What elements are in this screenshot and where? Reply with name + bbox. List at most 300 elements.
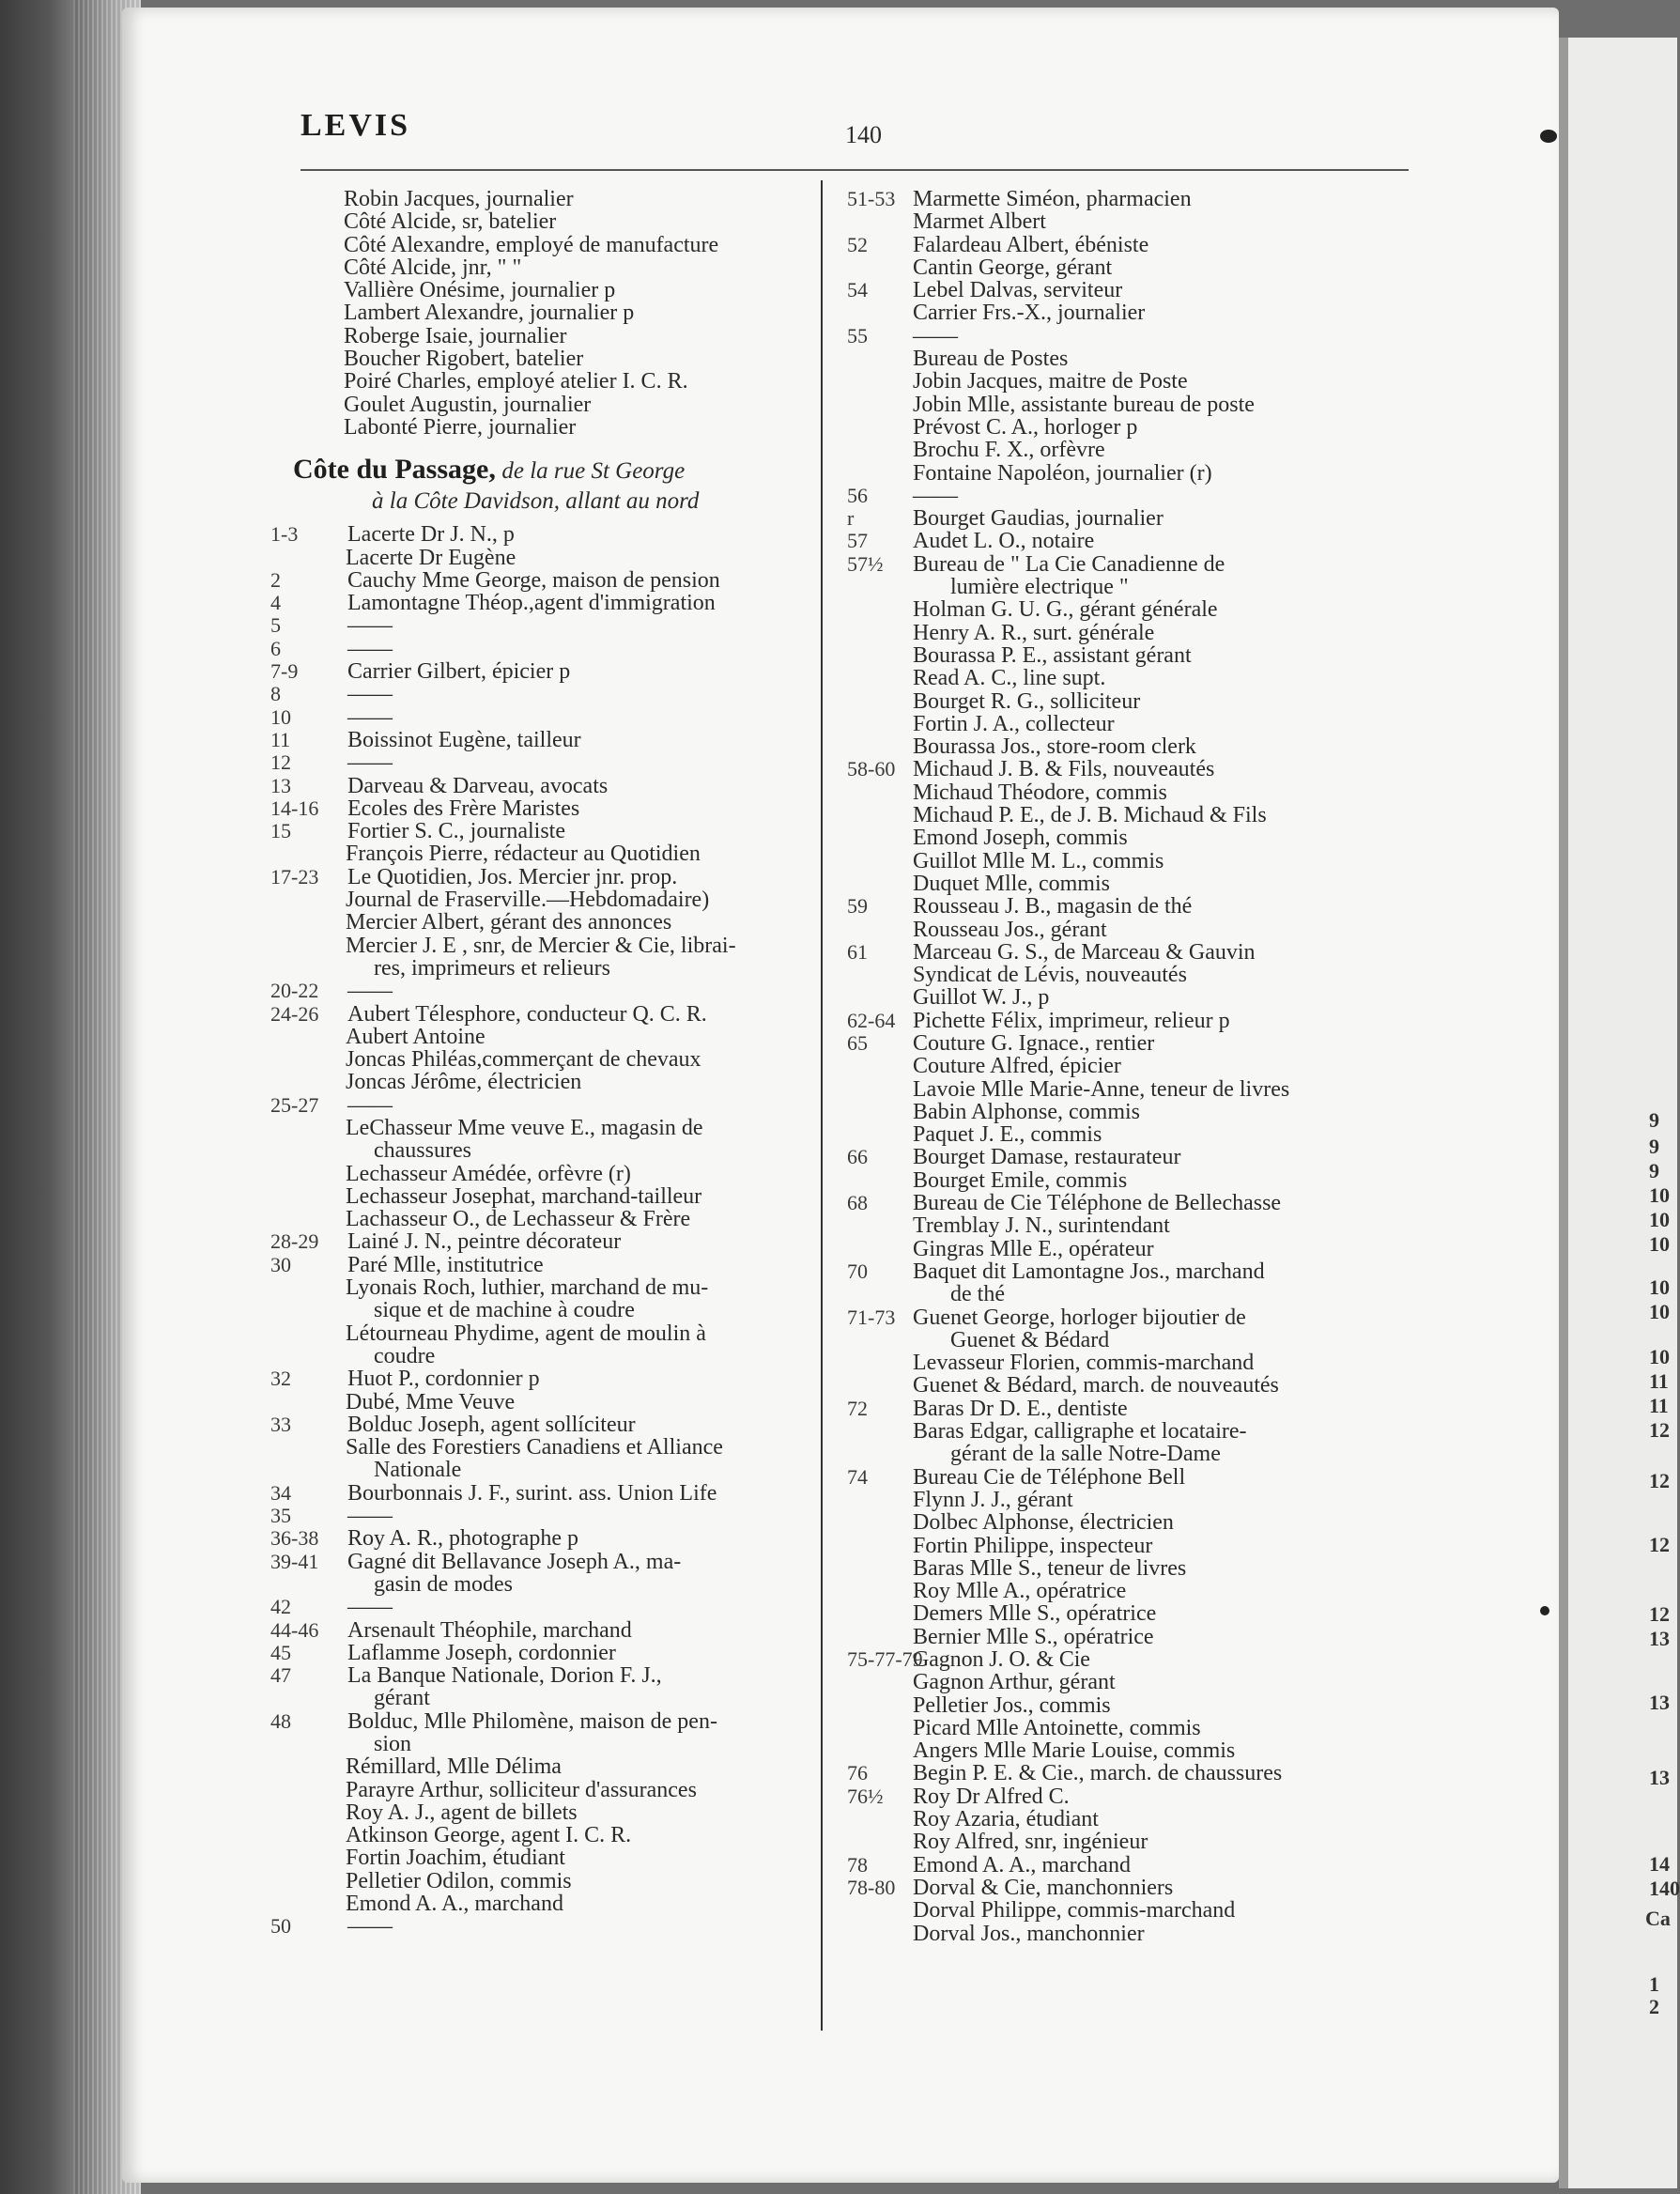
resident-name: Holman G. U. G., gérant générale (913, 597, 1218, 623)
house-number: 58-60 (847, 757, 896, 781)
directory-entry (270, 820, 845, 842)
house-number: 78 (847, 1852, 868, 1877)
adjacent-page-fragment: 12 (1649, 1469, 1670, 1492)
directory-entry (270, 1276, 845, 1299)
directory-entry (270, 1846, 845, 1869)
directory-entry (270, 547, 845, 569)
directory-entry (270, 1391, 845, 1414)
directory-entry (270, 1733, 845, 1755)
adjacent-page-fragment: 140 (1649, 1877, 1680, 1900)
house-number: 36-38 (270, 1526, 319, 1551)
resident-name: Lebel Dalvas, serviteur (913, 278, 1123, 303)
resident-name: Roy Dr Alfred C. (913, 1784, 1070, 1809)
resident-name: Babin Alphonse, commis (913, 1099, 1140, 1124)
resident-name: Lachasseur O., de Lechasseur & Frère (346, 1207, 691, 1232)
directory-entry (270, 1139, 845, 1162)
resident-name: Bernier Mlle S., opératrice (913, 1624, 1154, 1649)
directory-entry (270, 1185, 845, 1208)
directory-entry (270, 592, 845, 614)
house-number: 17-23 (270, 864, 319, 888)
resident-name: Henry A. R., surt. générale (913, 620, 1155, 645)
resident-name: Cantin George, gérant (913, 255, 1113, 280)
resident-name: Falardeau Albert, ébéniste (913, 232, 1149, 257)
resident-name: Levasseur Florien, commis-marchand (913, 1351, 1255, 1376)
resident-name: gérant de la salle Notre-Dame (950, 1442, 1221, 1467)
house-number: 11 (270, 727, 291, 751)
house-number: 56 (847, 483, 868, 507)
directory-entry (270, 1071, 845, 1093)
house-number: 78-80 (847, 1875, 896, 1899)
resident-name: Dubé, Mme Veuve (346, 1389, 516, 1414)
adjacent-page-fragment: 12 (1649, 1418, 1670, 1442)
directory-entry (270, 888, 845, 911)
resident-name: Bourget Gaudias, journalier (913, 506, 1164, 532)
directory-entry (847, 256, 1410, 279)
resident-name: Roberge Isaie, journalier (344, 323, 567, 348)
house-number: 48 (270, 1708, 291, 1733)
resident-name: Guenet George, horloger bijoutier de (913, 1305, 1246, 1330)
directory-entry (270, 1208, 845, 1230)
house-number: 7-9 (270, 659, 299, 684)
directory-entry (847, 1352, 1410, 1374)
house-number: 71-73 (847, 1305, 896, 1329)
resident-name: Huot P., cordonnier p (347, 1367, 540, 1392)
resident-name: Pelletier Odilon, commis (346, 1868, 572, 1893)
resident-name: Lechasseur Amédée, orfèvre (r) (346, 1161, 631, 1186)
running-head: LEVIS (301, 108, 411, 143)
directory-entry (270, 1163, 845, 1185)
resident-name: —— (347, 613, 393, 639)
house-number: 65 (847, 1030, 868, 1055)
directory-entry (847, 1854, 1410, 1877)
directory-entry (270, 523, 845, 546)
directory-entry (270, 1710, 845, 1733)
house-number: 1-3 (270, 522, 299, 547)
directory-entry (847, 1808, 1410, 1831)
adjacent-page-fragment: 9 (1649, 1108, 1659, 1132)
address-list-left (270, 523, 845, 1938)
directory-entry (270, 1551, 845, 1573)
directory-entry (847, 1671, 1410, 1693)
resident-name: Côté Alcide, sr, batelier (344, 209, 557, 235)
resident-name: La Banque Nationale, Dorion F. J., (347, 1663, 662, 1689)
resident-name: Mercier Albert, gérant des annonces (346, 910, 672, 935)
house-number: 70 (847, 1259, 868, 1283)
resident-name: Cauchy Mme George, maison de pension (347, 567, 720, 593)
resident-name: Mercier J. E , snr, de Mercier & Cie, librai- (346, 933, 736, 958)
directory-entry (270, 683, 845, 705)
resident-name: Dorval Jos., manchonnier (913, 1921, 1145, 1946)
directory-entry (270, 706, 845, 729)
resident-name: Côté Alexandre, employé de manufacture (344, 232, 719, 257)
house-number: 39-41 (270, 1549, 319, 1573)
house-number: 57 (847, 529, 868, 553)
directory-entry (847, 507, 1410, 530)
resident-name: Baras Dr D. E., dentiste (913, 1396, 1128, 1421)
resident-name: Brochu F. X., orfèvre (913, 438, 1105, 463)
directory-entry (847, 1443, 1410, 1465)
directory-entry (847, 348, 1410, 370)
directory-entry (847, 1717, 1410, 1739)
directory-entry (270, 1436, 845, 1459)
directory-entry (847, 873, 1410, 895)
resident-name: Journal de Fraserville.—Hebdomadaire) (346, 888, 710, 913)
resident-name: Bourassa Jos., store-room clerk (913, 734, 1196, 760)
directory-entry (847, 553, 1410, 576)
resident-name: Emond Joseph, commis (913, 826, 1128, 851)
directory-entry (270, 1414, 845, 1436)
resident-name: Roy Alfred, snr, ingénieur (913, 1830, 1148, 1855)
directory-entry (270, 301, 845, 324)
resident-name: Jobin Jacques, maitre de Poste (913, 369, 1188, 394)
directory-entry (847, 576, 1410, 598)
directory-entry (847, 1602, 1410, 1625)
directory-entry (270, 210, 845, 233)
directory-entry (270, 1117, 845, 1139)
resident-name: Baras Edgar, calligraphe et locataire- (913, 1419, 1247, 1445)
directory-entry (847, 279, 1410, 301)
resident-name: Prévost C. A., horloger p (913, 414, 1138, 440)
resident-name: Lacerte Dr Eugène (346, 545, 516, 570)
directory-entry (847, 895, 1410, 918)
resident-name: —— (347, 704, 393, 730)
right-column (847, 188, 1410, 1945)
house-number: 72 (847, 1396, 868, 1420)
resident-name: —— (913, 483, 958, 508)
directory-entry (270, 638, 845, 660)
directory-entry (847, 1511, 1410, 1534)
adjacent-page-fragment: 1 (1649, 1972, 1659, 1996)
resident-name: Baquet dit Lamontagne Jos., marchand (913, 1259, 1265, 1284)
house-number: 54 (847, 278, 868, 302)
resident-name: Lavoie Mlle Marie-Anne, teneur de livres (913, 1076, 1290, 1102)
directory-entry (270, 1619, 845, 1642)
directory-entry (270, 1505, 845, 1527)
directory-entry (270, 957, 845, 980)
directory-entry (847, 1762, 1410, 1785)
directory-entry (847, 1831, 1410, 1853)
directory-entry (847, 416, 1410, 439)
directory-entry (847, 485, 1410, 507)
ink-mark (1540, 1606, 1549, 1615)
directory-entry (270, 1003, 845, 1026)
house-number: 4 (270, 591, 281, 615)
house-number: 57½ (847, 551, 884, 576)
resident-name: Bourget Emile, commis (913, 1167, 1128, 1193)
resident-name: Flynn J. J., gérant (913, 1487, 1073, 1512)
directory-entry (270, 866, 845, 888)
house-number: 5 (270, 613, 281, 638)
resident-name: Le Quotidien, Jos. Mercier jnr. prop. (347, 864, 678, 889)
adjacent-page-fragment: Ca (1645, 1907, 1671, 1930)
directory-entry (270, 1755, 845, 1778)
resident-name: Boissinot Eugène, tailleur (347, 727, 581, 752)
resident-name: sion (374, 1732, 412, 1756)
adjacent-page-fragment: 13 (1649, 1691, 1670, 1714)
resident-name: Bureau Cie de Téléphone Bell (913, 1464, 1186, 1490)
continued-entries (270, 188, 845, 439)
adjacent-page-fragment: 9 (1649, 1135, 1659, 1158)
street-description: de la rue St George (501, 458, 686, 485)
directory-entry (847, 1489, 1410, 1511)
resident-name: Atkinson George, agent I. C. R. (346, 1823, 632, 1848)
adjacent-page-fragment: 10 (1649, 1300, 1670, 1323)
house-number: 52 (847, 232, 868, 256)
resident-name: Paquet J. E., commis (913, 1122, 1102, 1148)
directory-entry (847, 1192, 1410, 1214)
resident-name: Dorval & Cie, manchonniers (913, 1875, 1174, 1900)
directory-entry (847, 1214, 1410, 1237)
page-header (178, 108, 1409, 164)
resident-name: Poiré Charles, employé atelier I. C. R. (344, 369, 688, 394)
house-number: 8 (270, 682, 281, 706)
resident-name: Nationale (374, 1458, 462, 1483)
directory-entry (270, 1026, 845, 1048)
resident-name: Couture G. Ignace., rentier (913, 1030, 1155, 1056)
directory-entry (270, 256, 845, 279)
adjacent-page-fragment: 9 (1649, 1159, 1659, 1182)
directory-entry (847, 1557, 1410, 1580)
house-number: 42 (270, 1595, 291, 1619)
resident-name: Couture Alfred, épicier (913, 1054, 1121, 1079)
house-number: 44-46 (270, 1617, 319, 1642)
directory-entry (270, 797, 845, 820)
resident-name: —— (347, 682, 393, 707)
resident-name: Fortin Joachim, étudiant (346, 1846, 565, 1871)
resident-name: Audet L. O., notaire (913, 529, 1095, 554)
house-number: 62-64 (847, 1008, 896, 1032)
directory-entry (270, 1687, 845, 1709)
directory-entry (847, 1032, 1410, 1055)
ink-mark (1540, 130, 1557, 143)
resident-name: Michaud J. B. & Fils, nouveautés (913, 757, 1215, 782)
house-number: 51-53 (847, 187, 896, 210)
house-number: 76½ (847, 1784, 884, 1808)
resident-name: Fortin J. A., collecteur (913, 711, 1115, 736)
resident-name: Vallière Onésime, journalier p (344, 278, 616, 303)
resident-name: Emond A. A., marchand (346, 1892, 563, 1917)
house-number: 6 (270, 636, 281, 660)
resident-name: Bourget Damase, restaurateur (913, 1145, 1181, 1170)
resident-name: Gagné dit Bellavance Joseph A., ma- (347, 1549, 682, 1574)
directory-entry (270, 325, 845, 348)
directory-entry (270, 842, 845, 865)
directory-entry (270, 394, 845, 416)
directory-entry (847, 1694, 1410, 1717)
directory-entry (847, 394, 1410, 416)
resident-name: Lamontagne Théop.,agent d'immigration (347, 591, 716, 616)
resident-name: sique et de machine à coudre (374, 1298, 635, 1323)
directory-entry (270, 1893, 845, 1915)
directory-entry (847, 827, 1410, 849)
directory-entry (847, 462, 1410, 485)
directory-entry (847, 644, 1410, 667)
house-number: 10 (270, 704, 291, 729)
resident-name: Lainé J. N., peintre décorateur (347, 1229, 622, 1255)
resident-name: —— (347, 1504, 393, 1529)
house-number: 47 (270, 1663, 291, 1688)
resident-name: Guenet & Bédard, march. de nouveautés (913, 1373, 1279, 1398)
house-number: 61 (847, 939, 868, 964)
adjacent-page-fragment: 10 (1649, 1345, 1670, 1368)
resident-name: Joncas Jérôme, électricien (346, 1070, 582, 1095)
directory-entry (270, 1915, 845, 1938)
resident-name: Lechasseur Josephat, marchand-tailleur (346, 1183, 702, 1209)
directory-entry (270, 935, 845, 957)
resident-name: Bolduc Joseph, agent sollíciteur (347, 1412, 636, 1437)
resident-name: Marmet Albert (913, 209, 1046, 235)
directory-entry (270, 1870, 845, 1893)
resident-name: gérant (374, 1686, 430, 1711)
house-number: r (847, 506, 855, 531)
directory-entry (847, 234, 1410, 256)
house-number: 68 (847, 1191, 868, 1215)
resident-name: Carrier Frs.-X., journalier (913, 301, 1146, 326)
resident-name: Roy Mlle A., opératrice (913, 1579, 1127, 1604)
left-column (270, 188, 845, 1939)
page-number: 140 (845, 121, 882, 148)
directory-entry (847, 758, 1410, 780)
resident-name: Roy A. R., photographe p (347, 1526, 578, 1552)
adjacent-page-edge (1559, 38, 1680, 2188)
directory-entry (270, 234, 845, 256)
address-list-right (847, 188, 1410, 1945)
resident-name: Angers Mlle Marie Louise, commis (913, 1738, 1236, 1764)
directory-entry (847, 598, 1410, 621)
resident-name: —— (347, 636, 393, 661)
directory-entry (847, 667, 1410, 689)
resident-name: Michaud Théodore, commis (913, 780, 1167, 805)
directory-entry (270, 1596, 845, 1618)
resident-name: Aubert Télesphore, conducteur Q. C. R. (347, 1001, 707, 1027)
directory-entry (270, 1094, 845, 1117)
resident-name: Gagnon Arthur, gérant (913, 1670, 1116, 1695)
directory-entry (847, 1398, 1410, 1420)
resident-name: —— (913, 323, 958, 348)
directory-entry (847, 188, 1410, 210)
resident-name: Aubert Antoine (346, 1024, 486, 1049)
directory-entry (270, 911, 845, 934)
resident-name: Goulet Augustin, journalier (344, 392, 592, 417)
directory-entry (270, 1345, 845, 1367)
directory-entry (847, 1329, 1410, 1352)
directory-entry (270, 1048, 845, 1071)
directory-entry (270, 1573, 845, 1596)
house-number: 20-22 (270, 979, 319, 1003)
house-number: 45 (270, 1640, 291, 1664)
directory-entry (847, 1739, 1410, 1762)
resident-name: Marceau G. S., de Marceau & Gauvin (913, 939, 1256, 965)
directory-entry (847, 804, 1410, 827)
resident-name: Jobin Mlle, assistante bureau de poste (913, 392, 1255, 417)
resident-name: Bureau de Postes (913, 347, 1069, 372)
directory-entry (847, 1648, 1410, 1671)
resident-name: Labonté Pierre, journalier (344, 414, 577, 440)
directory-entry (847, 850, 1410, 873)
directory-entry (270, 188, 845, 210)
resident-name: Pelletier Jos., commis (913, 1692, 1111, 1718)
resident-name: Emond A. A., marchand (913, 1852, 1131, 1877)
house-number: 33 (270, 1412, 291, 1436)
directory-entry (270, 279, 845, 301)
directory-entry (270, 1801, 845, 1824)
directory-entry (847, 301, 1410, 324)
directory-entry (847, 1899, 1410, 1922)
resident-name: Bureau de Cie Téléphone de Bellechasse (913, 1191, 1282, 1216)
directory-entry (270, 1779, 845, 1801)
house-number: 25-27 (270, 1092, 319, 1117)
resident-name: Parayre Arthur, solliciteur d'assurances (346, 1777, 697, 1802)
resident-name: —— (347, 979, 393, 1004)
directory-entry (270, 569, 845, 592)
resident-name: Bolduc, Mlle Philomène, maison de pen- (347, 1708, 717, 1734)
house-number: 15 (270, 819, 291, 843)
resident-name: Gingras Mlle E., opérateur (913, 1236, 1154, 1261)
header-rule (301, 169, 1409, 171)
directory-entry (270, 1664, 845, 1687)
directory-entry (270, 775, 845, 797)
directory-entry (847, 1283, 1410, 1306)
resident-name: Ecoles des Frère Maristes (347, 796, 580, 821)
directory-entry (847, 1785, 1410, 1808)
adjacent-page-fragment: 11 (1649, 1369, 1669, 1393)
resident-name: Robin Jacques, journalier (344, 187, 574, 211)
resident-name: Paré Mlle, institutrice (347, 1252, 544, 1277)
resident-name: Baras Mlle S., teneur de livres (913, 1555, 1187, 1581)
directory-entry (270, 1322, 845, 1345)
adjacent-page-fragment: 13 (1649, 1627, 1670, 1650)
resident-name: Dorval Philippe, commis-marchand (913, 1898, 1236, 1924)
resident-name: Duquet Mlle, commis (913, 871, 1110, 896)
directory-entry (270, 1459, 845, 1481)
directory-entry (270, 660, 845, 683)
directory-entry (270, 348, 845, 370)
directory-entry (847, 1010, 1410, 1032)
resident-name: gasin de modes (374, 1571, 513, 1597)
house-number: 50 (270, 1914, 291, 1939)
resident-name: Bourget R. G., solliciteur (913, 688, 1141, 714)
directory-entry (847, 1877, 1410, 1899)
resident-name: Rousseau Jos., gérant (913, 917, 1107, 942)
directory-entry (270, 1824, 845, 1846)
resident-name: Read A. C., line supt. (913, 666, 1106, 691)
directory-entry (847, 1169, 1410, 1192)
resident-name: Gagnon J. O. & Cie (913, 1647, 1090, 1672)
house-number: 13 (270, 773, 291, 797)
directory-entry (270, 751, 845, 774)
adjacent-page-fragment: 10 (1649, 1232, 1670, 1256)
resident-name: Tremblay J. N., surintendant (913, 1213, 1170, 1239)
street-name: Côte du Passage, (293, 454, 496, 486)
directory-entry (847, 325, 1410, 348)
resident-name: Joncas Philéas,commerçant de chevaux (346, 1047, 701, 1073)
resident-name: Guillot W. J., p (913, 985, 1050, 1011)
directory-entry (270, 416, 845, 439)
resident-name: Salle des Forestiers Canadiens et Alliance (346, 1435, 723, 1460)
directory-entry (847, 1535, 1410, 1557)
resident-name: Guillot Mlle M. L., commis (913, 848, 1164, 873)
directory-entry (270, 1482, 845, 1505)
directory-entry (847, 1238, 1410, 1260)
directory-entry (847, 439, 1410, 461)
adjacent-page-fragment: 10 (1649, 1183, 1670, 1207)
directory-entry (847, 210, 1410, 233)
resident-name: chaussures (374, 1138, 471, 1164)
resident-name: Létourneau Phydime, agent de moulin à (346, 1321, 706, 1346)
house-number: 75-77-79 (847, 1647, 923, 1671)
resident-name: Marmette Siméon, pharmacien (913, 187, 1192, 211)
directory-entry (847, 622, 1410, 644)
